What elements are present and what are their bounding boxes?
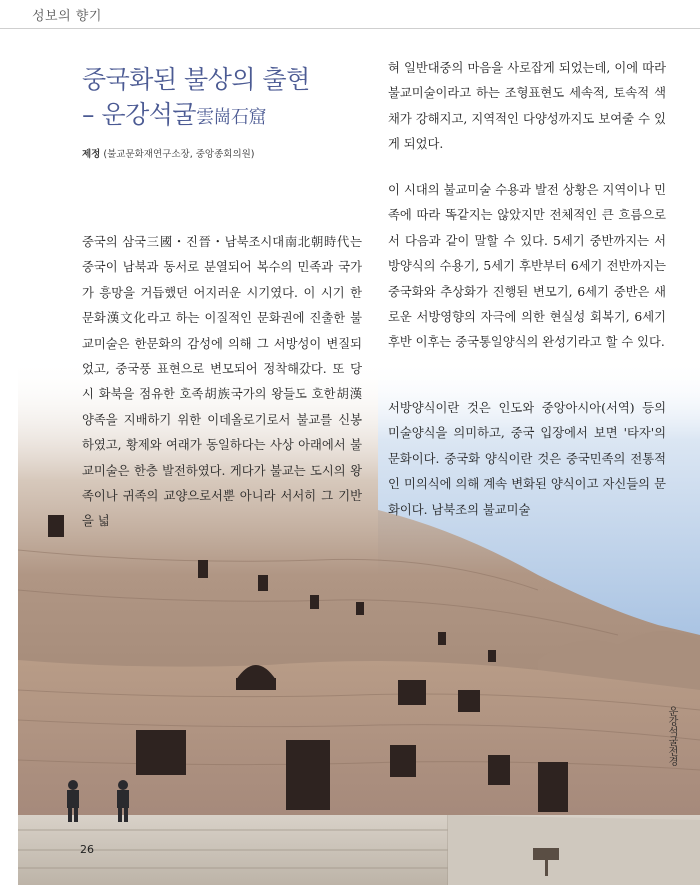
body-paragraph: 서방양식이란 것은 인도와 중앙아시아(서역) 등의 미술양식을 의미하고, 중국 입장에서 보면 '타자'의 문화이다. 중국화 양식이란 것은 중국민족의 전통적인 미의식에 의해 계속 변화된 양식이고 자신들의 문화이다. 남북조의 불교미술 <box>388 401 666 517</box>
subtitle-text: – 운강석굴 <box>82 100 197 129</box>
section-header: 성보의 향기 <box>32 9 102 24</box>
subtitle-hanja: 雲崗石窟 <box>196 107 267 128</box>
body-paragraph: 혀 일반대중의 마음을 사로잡게 되었는데, 이에 따라 불교미술이라고 하는 조형표현도 세속적, 토속적 색채가 강해지고, 지역적인 다양성까지도 보여줄 수 있게 되었다. <box>388 61 666 152</box>
page-number: 26 <box>80 843 94 856</box>
body-paragraph: 중국의 삼국三國・진晉・남북조시대南北朝時代는 중국이 남북과 동서로 분열되어 복수의 민족과 국가가 흥망을 거듭했던 어지러운 시기였다. 이 시기 한문화漢文化라고 하는 이질적인 문화권에 진출한 불교미술은 한문화의 감성에 의해 그 서방성이 변질되었고, 중국풍 표현으로 변모되어 정착해갔다. 또 당시 화북을 점유한 호족胡族국가의 왕들도 호한胡漢 양족을 지배하기 위한 이데올로기로서 불교를 신봉하였고, 황제와 여래가 동일하다는 사상 아래에서 불교미술은 한층 발전하였다. 게다가 불교는 도시의 왕족이나 귀족의 교양으로서뿐 아니라 서서히 그 기반을 넓 <box>82 235 362 529</box>
body-column-right-2 <box>388 178 666 356</box>
body-column-right-3 <box>388 396 666 523</box>
photo-caption: 운강석굴전경 <box>666 706 677 766</box>
body-paragraph: 이 시대의 불교미술 수용과 발전 상황은 지역이나 민족에 따라 똑같지는 않았지만 전체적인 큰 흐름으로서 다음과 같이 말할 수 있다. 5세기 중반까지는 서방양식의 수용기, 5세기 후반부터 6세기 전반까지는 중국화와 추상화가 진행된 변모기, 6세기 중반은 새로운 서방영향의 자극에 의한 현실성 회복기, 6세기 후반 이후는 중국통일양식의 완성기라고 할 수 있다. <box>388 183 666 350</box>
body-column-left <box>82 230 362 535</box>
author-affiliation: (불교문화재연구소장, 중앙종회의원) <box>103 149 255 160</box>
author-byline <box>82 146 255 160</box>
article-subtitle <box>82 95 266 131</box>
header-divider <box>0 28 700 29</box>
body-column-right-1 <box>388 56 666 158</box>
author-name: 제정 <box>82 149 101 160</box>
article-title: 중국화된 불상의 출현 <box>82 65 310 94</box>
